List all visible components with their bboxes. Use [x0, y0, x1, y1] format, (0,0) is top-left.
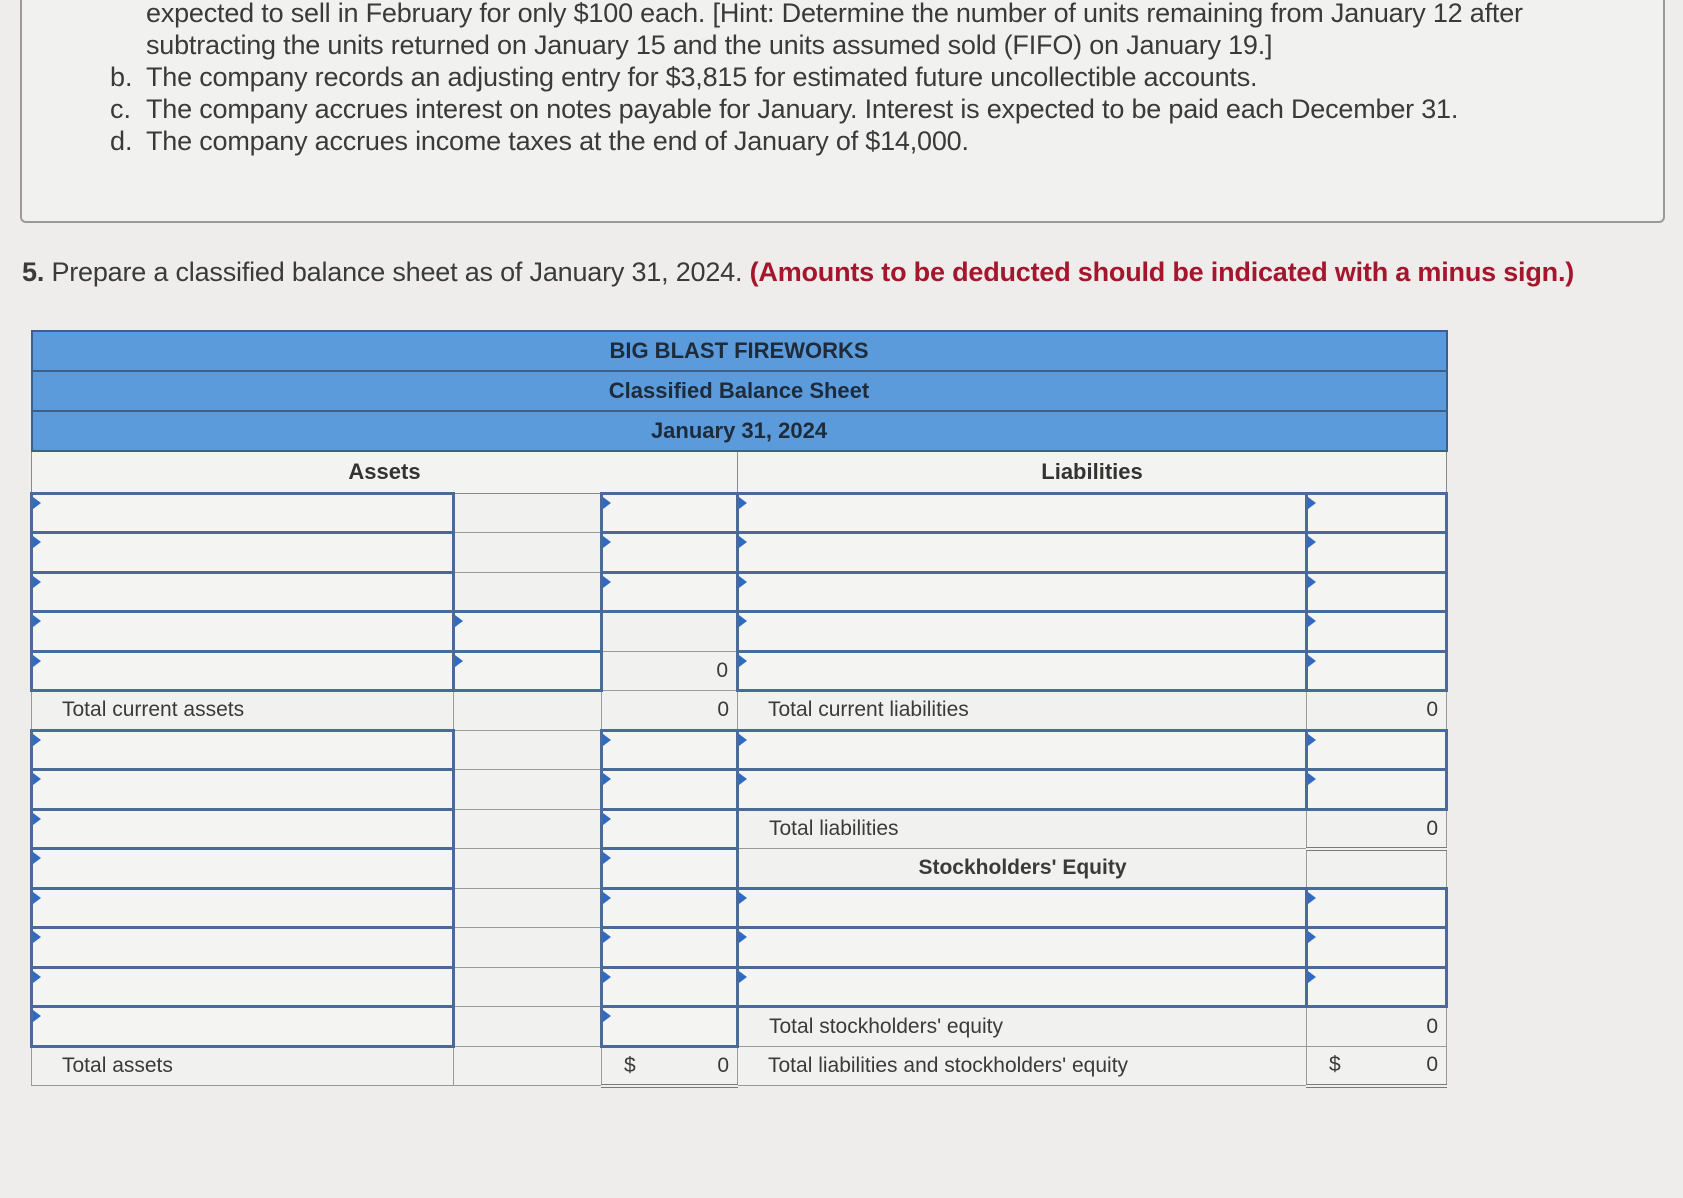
liability-amount-cell [1307, 849, 1447, 889]
asset-subtotal-dropdown[interactable] [602, 888, 738, 928]
total-liabilities-label: Total liabilities [738, 809, 1307, 849]
liability-label-dropdown[interactable] [738, 572, 1307, 612]
asset-label-dropdown[interactable] [32, 493, 454, 533]
asset-subtotal-dropdown[interactable] [602, 730, 738, 770]
asset-amount-dropdown[interactable] [454, 651, 602, 691]
question-note: (Amounts to be deducted should be indicated with a minus sign.) [749, 257, 1575, 287]
table-row [32, 809, 1447, 849]
asset-subtotal-dropdown[interactable] [602, 967, 738, 1007]
table-row [32, 967, 1447, 1007]
liability-amount-dropdown[interactable] [1307, 572, 1447, 612]
question-text: Prepare a classified balance sheet as of January 31, 2024. [51, 257, 743, 287]
equity-label-dropdown[interactable] [738, 928, 1307, 968]
asset-label-dropdown[interactable] [32, 770, 454, 810]
instruction-line: expected to sell in February for only $100 each. [Hint: Determine the number of units remaining from January 12 after [146, 0, 1523, 28]
total-current-assets-label: Total current assets [32, 691, 454, 731]
liabilities-header: Liabilities [738, 451, 1447, 493]
asset-label-dropdown[interactable] [32, 572, 454, 612]
total-liabilities-and-equity-value: 0 [1426, 1053, 1439, 1076]
currency-symbol: $ [624, 1053, 636, 1077]
instructions-panel [20, 0, 1665, 223]
asset-amount-cell [454, 967, 602, 1007]
company-name: BIG BLAST FIREWORKS [32, 331, 1447, 371]
asset-subtotal-dropdown[interactable] [602, 572, 738, 612]
asset-subtotal-dropdown[interactable] [602, 809, 738, 849]
liability-label-dropdown[interactable] [738, 612, 1307, 652]
asset-label-dropdown[interactable] [32, 730, 454, 770]
equity-amount-dropdown[interactable] [1307, 888, 1447, 928]
instruction-item: The company records an adjusting entry for $3,815 for estimated future uncollectible accounts. [146, 62, 1258, 92]
asset-label-dropdown[interactable] [32, 1007, 454, 1047]
asset-subtotal-dropdown[interactable] [602, 849, 738, 889]
equity-amount-dropdown[interactable] [1307, 928, 1447, 968]
currency-symbol: $ [1329, 1053, 1341, 1076]
balance-sheet-table [30, 330, 1448, 1088]
instruction-item: The company accrues interest on notes payable for January. Interest is expected to be paid each December 31. [146, 94, 1459, 124]
total-liabilities-value: 0 [1307, 809, 1447, 849]
total-stockholders-equity-value: 0 [1307, 1007, 1447, 1047]
asset-subtotal-dropdown[interactable] [602, 1007, 738, 1047]
table-row [32, 493, 1447, 533]
total-liabilities-and-equity-label: Total liabilities and stockholders' equity [738, 1046, 1307, 1086]
total-liabilities-and-equity-value-cell [1307, 1046, 1447, 1086]
table-row [32, 651, 1447, 691]
asset-amount-cell [454, 809, 602, 849]
asset-subtotal-value: 0 [602, 651, 738, 691]
table-row [32, 1046, 1447, 1086]
question-prompt [22, 257, 1574, 288]
total-assets-value: 0 [717, 1053, 729, 1077]
liability-amount-dropdown[interactable] [1307, 493, 1447, 533]
equity-label-dropdown[interactable] [738, 888, 1307, 928]
liability-amount-dropdown[interactable] [1307, 770, 1447, 810]
table-row [32, 730, 1447, 770]
liability-label-dropdown[interactable] [738, 770, 1307, 810]
statement-title: Classified Balance Sheet [32, 371, 1447, 411]
stockholders-equity-header: Stockholders' Equity [738, 849, 1307, 889]
asset-amount-cell [454, 1007, 602, 1047]
asset-label-dropdown[interactable] [32, 809, 454, 849]
total-current-assets-value: 0 [602, 691, 738, 731]
equity-label-dropdown[interactable] [738, 967, 1307, 1007]
table-row [32, 928, 1447, 968]
liability-label-dropdown[interactable] [738, 651, 1307, 691]
asset-amount-cell [454, 888, 602, 928]
asset-label-dropdown[interactable] [32, 967, 454, 1007]
table-row [32, 612, 1447, 652]
asset-amount-cell [454, 533, 602, 573]
asset-label-dropdown[interactable] [32, 928, 454, 968]
asset-amount-dropdown[interactable] [454, 612, 602, 652]
asset-amount-cell [454, 928, 602, 968]
asset-subtotal-dropdown[interactable] [602, 493, 738, 533]
liability-amount-dropdown[interactable] [1307, 730, 1447, 770]
instruction-marker: b. [110, 62, 133, 92]
liability-label-dropdown[interactable] [738, 533, 1307, 573]
instruction-line: subtracting the units returned on January 15 and the units assumed sold (FIFO) on January 19.] [146, 30, 1273, 60]
instruction-item: The company accrues income taxes at the end of January of $14,000. [146, 126, 969, 156]
asset-subtotal-dropdown[interactable] [602, 928, 738, 968]
table-row [32, 1007, 1447, 1047]
liability-amount-dropdown[interactable] [1307, 651, 1447, 691]
total-stockholders-equity-label: Total stockholders' equity [738, 1007, 1307, 1047]
equity-amount-dropdown[interactable] [1307, 967, 1447, 1007]
asset-amount-cell [454, 1046, 602, 1086]
total-assets-label: Total assets [32, 1046, 454, 1086]
instruction-marker: d. [110, 126, 133, 156]
table-row [32, 888, 1447, 928]
table-row [32, 691, 1447, 731]
assets-header: Assets [32, 451, 738, 493]
liability-label-dropdown[interactable] [738, 730, 1307, 770]
asset-subtotal-dropdown[interactable] [602, 770, 738, 810]
instruction-marker: c. [110, 94, 132, 124]
table-row [32, 572, 1447, 612]
table-row [32, 770, 1447, 810]
asset-label-dropdown[interactable] [32, 849, 454, 889]
total-current-liabilities-value: 0 [1307, 691, 1447, 731]
asset-amount-cell [454, 849, 602, 889]
table-row [32, 533, 1447, 573]
liability-label-dropdown[interactable] [738, 493, 1307, 533]
asset-label-dropdown[interactable] [32, 651, 454, 691]
asset-amount-cell [454, 572, 602, 612]
liability-amount-dropdown[interactable] [1307, 612, 1447, 652]
question-number: 5. [22, 257, 45, 287]
asset-subtotal-dropdown[interactable] [602, 533, 738, 573]
table-row [32, 849, 1447, 889]
total-current-liabilities-label: Total current liabilities [738, 691, 1307, 731]
total-assets-value-cell [602, 1046, 738, 1086]
asset-amount-cell [454, 691, 602, 731]
asset-amount-cell [454, 493, 602, 533]
asset-amount-cell [454, 730, 602, 770]
liability-amount-dropdown[interactable] [1307, 533, 1447, 573]
asset-label-dropdown[interactable] [32, 533, 454, 573]
statement-date: January 31, 2024 [32, 411, 1447, 451]
asset-subtotal-cell [602, 612, 738, 652]
asset-label-dropdown[interactable] [32, 888, 454, 928]
asset-amount-cell [454, 770, 602, 810]
asset-label-dropdown[interactable] [32, 612, 454, 652]
